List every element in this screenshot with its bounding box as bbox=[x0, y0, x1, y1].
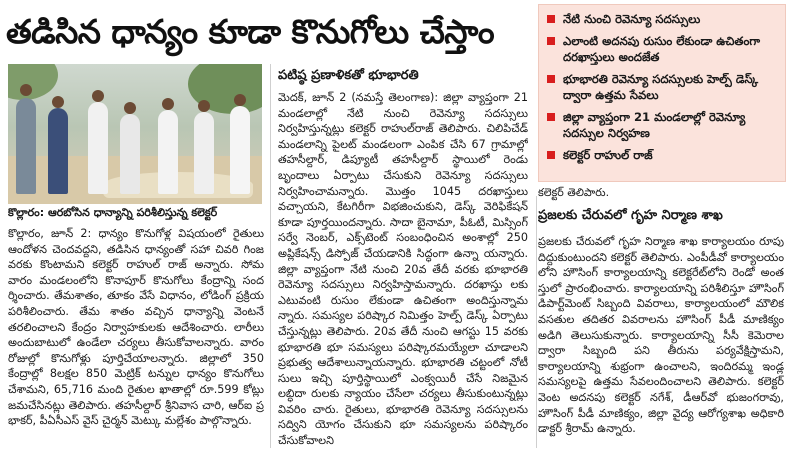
headline: తడిసిన ధాన్యం కూడా కొనుగోలు చేస్తాం bbox=[6, 12, 495, 51]
middle-paragraph: మెదక్, జూన్ 2 (నమస్తే తెలంగాణ): జిల్లా వ్యాప్తంగా 21 మండలాల్లో నేటి నుంచి రెవెన్యూ సదస్సులు నిర్వహిస్తున్నట్లు కలెక్టర్ రాహుల్‌రాజ్ తెలిపారు. చిలిపిచేడ్ మండలాన్ని పైలట్ మండలంగా ఎంపిక చేసి 67 గ్రామాల్లో తహసీల్దార్, డిప్యూటీ తహసీల్దార్ స్థాయిలో రెండు బృందాలు ఏర్పాటు చేసుకుని రెవెన్యూ సదస్సులు నిర్వహించామన్నారు. మొత్తం 1045 దరఖాస్తులు వచ్చాయని, కేటగిరీగా విభజించుకుని, డెస్క్ వెరిఫికేషన్ కూడా పూర్తయిందన్నారు. సాదా బైనామా, పీఓటీ, మిస్సింగ్ సర్వే నెంబర్, ఎక్స్‌టెంట్ సంబంధించిన అంశాల్లో 250 అప్లికేషన్స్ డిస్పోజ్ చేయడానికి సిద్ధంగా ఉన్నా యన్నారు. జిల్లా వ్యాప్తంగా నేటి నుంచి 20వ తేదీ వరకు భూభారతి రెవెన్యూ సదస్సులు నిర్వహిస్తామన్నారు. దరఖాస్తు లకు ఎటువంటి రుసుం లేకుండా ఉచితంగా అందిస్తున్నామ న్నారు. సమస్యల పరిష్కార నిమిత్తం హెల్ప్ డెస్క్ ఏర్పాటు చేస్తున్నట్లు తెలిపారు. 20వ తేదీ నుంచి ఆగస్టు 15 వరకు భూభారతి భూ సమస్యలు పరిష్కారమయ్యేలా చూడాలని ప్రభుత్వ ఆదేశాలున్నాయన్నారు. భూభారతి చట్టంలో నోటీ సులు ఇచ్చి పూర్తిస్థాయిలో ఎంక్వయిరీ చేసే నిజమైన లబ్ధిదా రులకు న్యాయం చేసేలా చర్యలు తీసుకుంటున్నట్లు వివరిం చారు. రైతులు, భూభారతి రెవెన్యూ సదస్సులను సద్విని యోగం చేసుకుని భూ సమస్యలను పరిష్కారం చేసుకోవాలని bbox=[278, 91, 528, 448]
highlight-item bbox=[547, 109, 779, 141]
bullet-square-icon bbox=[547, 37, 555, 45]
highlight-item bbox=[547, 11, 779, 27]
bullet-square-icon bbox=[547, 113, 555, 121]
highlight-item bbox=[547, 71, 779, 103]
photo-caption: కొల్లారం: ఆరబోసిన ధాన్యాన్ని పరిశీలిస్తున్న కలెక్టర్ bbox=[8, 206, 218, 219]
news-photo bbox=[8, 64, 262, 204]
column-divider bbox=[536, 196, 537, 448]
highlight-text: భూభారతి రెవెన్యూ సదస్సులకు హెల్ప్ డెస్క్ ద్వారా ఉత్తమ సేవలు bbox=[563, 72, 759, 102]
continuation-note: కలెక్టర్ తెలిపారు. bbox=[538, 186, 610, 199]
highlight-item bbox=[547, 147, 779, 163]
highlight-item bbox=[547, 33, 779, 65]
highlight-text: జిల్లా వ్యాప్తంగా 21 మండలాల్లో రెవెన్యూ సదస్సుల నిర్వహణ bbox=[563, 110, 746, 140]
right-column bbox=[538, 234, 784, 448]
highlight-text: నేటి నుంచి రెవెన్యూ సదస్సులు bbox=[563, 12, 701, 26]
right-paragraph: ప్రజలకు చేరువలో గృహ నిర్మాణ శాఖ కార్యాలయం రూపు దిద్దుకుంటుందని కలెక్టర్ తెలిపారు. ఎంపీడీవో కార్యాలయం లోని హౌసింగ్ కార్యాలయాన్ని కలెక్టరేట్‌లోని రెండో అంత స్తులో ప్రారంభించారు. కార్యాలయాన్ని పరిశీలిస్తూ హౌసింగ్ డిపార్ట్‌మెంట్ సిబ్బంది వివరాలు, కార్యాలయంలో మౌలిక వసతుల తదితర వివరాలను హౌసింగ్ పీడీ మాణిక్యం అడిగి తెలుసుకున్నారు. కార్యాలయాన్ని సీసీ కెమెరాల ద్వారా సిబ్బంది పని తీరును పర్యవేక్షిస్తామని, కార్యాలయాన్ని శుభ్రంగా ఉంచాలని, ఇందిరమ్మ ఇండ్ల సమస్యలపై ఉత్తమ సేవలందించాలని తెలిపారు. కలెక్టర్ వెంట అదనపు కలెక్టర్ నగేశ్, డీఆర్‌వో భుజంగరావు, హౌసింగ్ పీడీ మాణిక్యం, జిల్లా వైద్య ఆరోగ్యశాఖ అధికారి డాక్టర్ శ్రీరామ్ ఉన్నారు. bbox=[538, 235, 784, 436]
middle-column bbox=[278, 90, 528, 448]
right-subheading: ప్రజలకు చేరువలో గృహ నిర్మాణ శాఖ bbox=[538, 208, 723, 223]
column-divider bbox=[270, 64, 271, 448]
bullet-square-icon bbox=[547, 151, 555, 159]
middle-subheading: పటిష్ఠ ప్రణాళికతో భూభారతి bbox=[278, 68, 419, 83]
highlight-text: కలెక్టర్ రాహుల్ రాజ్ bbox=[563, 148, 653, 162]
lead-paragraph: కొల్లారం, జూన్ 2: ధాన్యం కొనుగోళ్ల విషయంలో రైతులు ఆందోళన చెందవద్దని, తడిసిన ధాన్యంతో సహా చివరి గింజ వరకు కొంటామని కలెక్టర్ రాహుల్ రాజ్ అన్నారు. సోమ వారం మండలంలోని కొనాపూర్ కొనుగోలు కేంద్రాన్ని సంద ర్శించారు. తేమశాతం, తూకం వేసే విధానం, లోడింగ్ ప్రక్రియ పరిశీలించారు. తేమ శాతం వచ్చిన ధాన్యాన్ని వెంటనే తరలించాలని కేంద్రం నిర్వాహకులకు ఆదేశించారు. లారీలు అందుబాటులో ఉండేలా చర్యలు తీసుకోవాలన్నారు. వారం రోజుల్లో కొనుగోళ్లు పూర్తిచేయాలన్నారు. జిల్లాలో 350 కేంద్రాల్లో 8లక్షల 850 మెట్రిక్ టన్నుల ధాన్యం కొనుగోలు చేశామని, 65,716 మంది రైతుల ఖాతాల్లో రూ.599 కోట్లు జమచేసినట్లు తెలిపారు. తహసీల్దార్ శ్రీనివాస చారి, ఆర్ఐ ప్ర భాకర్, పీఏసీఎస్ వైస్ చైర్మన్ మెట్కు మల్లేశం పాల్గొన్నారు. bbox=[8, 227, 264, 428]
lead-column bbox=[8, 226, 264, 448]
highlights-list bbox=[539, 5, 785, 163]
highlight-text: ఎలాంటి అదనపు రుసుం లేకుండా ఉచితంగా దరఖాస్తులు అందజేత bbox=[563, 34, 761, 64]
bullet-square-icon bbox=[547, 75, 555, 83]
highlights-box bbox=[538, 4, 786, 182]
bullet-square-icon bbox=[547, 15, 555, 23]
